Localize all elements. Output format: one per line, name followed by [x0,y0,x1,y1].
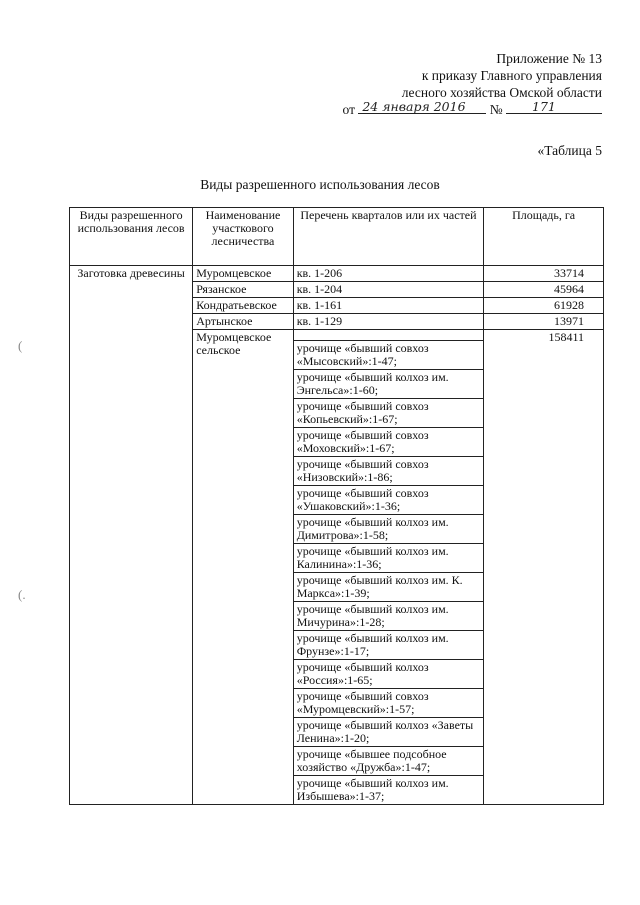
tract-cell: урочище «бывший колхоз им. Энгельса»:1-60; [293,370,483,399]
quarters-cell: кв. 1-206 [293,266,483,282]
tract-cell: урочище «бывший совхоз «Мысовский»:1-47; [293,341,483,370]
area-cell: 13971 [484,314,604,330]
column-header-area: Площадь, га [484,208,604,266]
forest-usage-table [69,207,604,805]
table-body [70,266,604,805]
handwritten-number: 171 [532,99,556,114]
forestry-cell: Муромцевское [193,266,293,282]
area-cell: 33714 [484,266,604,282]
tract-cell: урочище «бывший колхоз им. Фрунзе»:1-17; [293,631,483,660]
usage-type-cell: Заготовка древесины [70,266,193,805]
area-cell: 61928 [484,298,604,314]
tract-cell: урочище «бывший колхоз им. Димитрова»:1-58; [293,515,483,544]
column-header-usage: Виды разрешенного использования лесов [70,208,193,266]
number-field [506,101,602,118]
area-cell-rural: 158411 [484,330,604,805]
forestry-cell-rural: Муромцевское сельское [193,330,293,805]
table-number: «Таблица 5 [537,143,602,158]
quarters-spacer-cell [293,330,483,341]
number-sign: № [489,102,503,117]
tract-cell: урочище «бывшее подсобное хозяйство «Дружба»:1-47; [293,747,483,776]
tract-cell: урочище «бывший колхоз «Заветы Ленина»:1-20; [293,718,483,747]
document-header [343,50,603,118]
appendix-number: Приложение № 13 [496,51,602,66]
tract-cell: урочище «бывший колхоз им. Калинина»:1-36; [293,544,483,573]
from-prefix: от [342,102,355,117]
order-reference: к приказу Главного управления [421,68,602,83]
order-date-line [343,101,603,118]
authority-name: лесного хозяйства Омской области [401,85,602,100]
tract-cell: урочище «бывший совхоз «Низовский»:1-86; [293,457,483,486]
forestry-cell: Кондратьевское [193,298,293,314]
margin-mark: ( [18,338,23,353]
forestry-cell: Рязанское [193,282,293,298]
tract-cell: урочище «бывший совхоз «Муромцевский»:1-57; [293,689,483,718]
tract-cell: урочище «бывший совхоз «Моховский»:1-67; [293,428,483,457]
tract-cell: урочище «бывший совхоз «Копьевский»:1-67; [293,399,483,428]
tract-cell: урочище «бывший колхоз им. К. Маркса»:1-39; [293,573,483,602]
column-header-quarters: Перечень кварталов или их частей [293,208,483,266]
table-header-row [70,208,604,266]
area-cell: 45964 [484,282,604,298]
table-row [70,266,604,282]
quarters-cell: кв. 1-204 [293,282,483,298]
page-title: Виды разрешенного использования лесов [200,177,440,192]
quarters-cell: кв. 1-161 [293,298,483,314]
column-header-forestry: Наименование участкового лесничества [193,208,293,266]
tract-cell: урочище «бывший совхоз «Ушаковский»:1-36; [293,486,483,515]
tract-cell: урочище «бывший колхоз им. Избышева»:1-37; [293,776,483,805]
date-field [358,101,486,118]
tract-cell: урочище «бывший колхоз им. Мичурина»:1-28; [293,602,483,631]
margin-mark: (. [18,587,26,602]
tract-cell: урочище «бывший колхоз «Россия»:1-65; [293,660,483,689]
handwritten-date: 24 января 2016 [362,99,466,114]
quarters-cell: кв. 1-129 [293,314,483,330]
forestry-cell: Артынское [193,314,293,330]
